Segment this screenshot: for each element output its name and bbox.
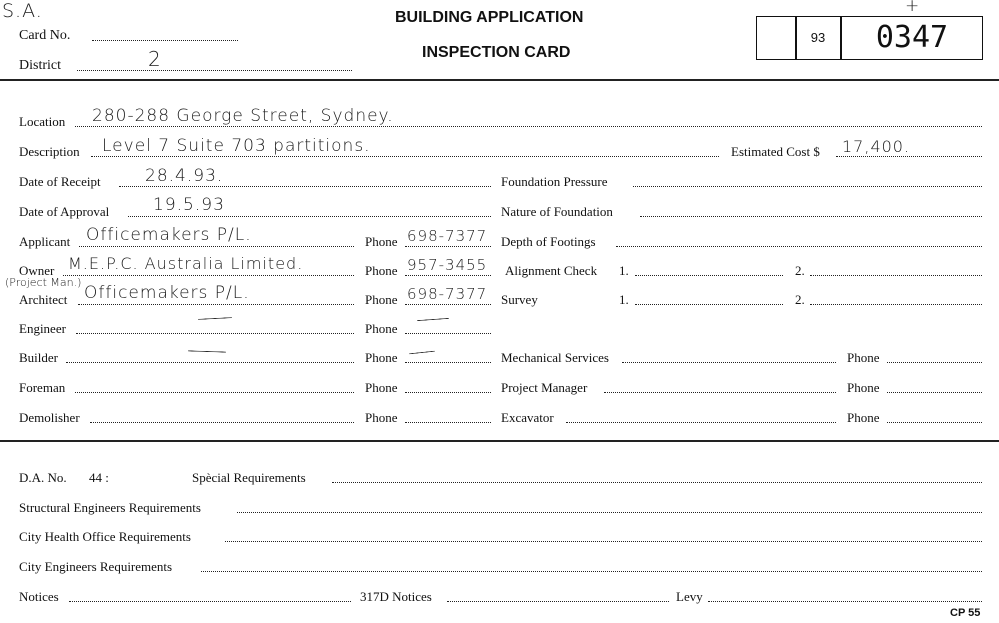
- date-of-approval-value: 19.5.93: [153, 195, 225, 215]
- excavator-phone-label: Phone: [847, 410, 880, 425]
- da-no-label: D.A. No.: [19, 470, 67, 485]
- levy-label: Levy: [676, 589, 703, 604]
- applicant-label: Applicant: [19, 234, 71, 249]
- notices-317d-line[interactable]: [447, 601, 669, 602]
- card-number: 0347: [875, 20, 949, 55]
- owner-line[interactable]: [63, 275, 354, 276]
- foreman-label: Foreman: [19, 380, 66, 395]
- builder-phone-line[interactable]: [405, 362, 491, 363]
- foundation-pressure-line[interactable]: [633, 186, 982, 187]
- engineer-phone-blank-mark: [417, 318, 449, 321]
- demolisher-line[interactable]: [90, 422, 354, 423]
- initials-handwritten: S.A.: [2, 0, 43, 22]
- applicant-phone: 698-7377: [407, 227, 488, 245]
- estimated-cost-value: 17,400.: [842, 137, 911, 156]
- depth-of-footings-label: Depth of Footings: [501, 234, 596, 249]
- date-of-receipt-value: 28.4.93.: [145, 166, 224, 186]
- survey-n1: 1.: [619, 292, 629, 307]
- architect-phone-line[interactable]: [405, 304, 491, 305]
- depth-of-footings-line[interactable]: [616, 246, 982, 247]
- survey-label: Survey: [501, 292, 538, 307]
- header-rule: [0, 79, 999, 81]
- mechanical-services-label: Mechanical Services: [501, 350, 609, 365]
- section-rule: [0, 440, 999, 442]
- nature-of-foundation-label: Nature of Foundation: [501, 204, 613, 219]
- demolisher-phone-line[interactable]: [405, 422, 491, 423]
- foreman-phone-label: Phone: [365, 380, 398, 395]
- date-of-approval-line[interactable]: [128, 216, 491, 217]
- engineer-phone-label: Phone: [365, 321, 398, 336]
- owner-phone: 957-3455: [407, 256, 488, 274]
- alignment-check-n1: 1.: [619, 263, 629, 278]
- engineer-phone-line[interactable]: [405, 333, 491, 334]
- project-manager-phone-label: Phone: [847, 380, 880, 395]
- excavator-phone-line[interactable]: [887, 422, 982, 423]
- description-line[interactable]: [91, 156, 719, 157]
- card-no-label: Card No.: [19, 28, 71, 43]
- excavator-label: Excavator: [501, 410, 554, 425]
- alignment-check-label: Alignment Check: [505, 263, 598, 278]
- alignment-check-n2: 2.: [795, 263, 805, 278]
- owner-note: (Project Man.): [5, 276, 82, 289]
- applicant-phone-line[interactable]: [405, 246, 491, 247]
- da-no-value: 44 :: [89, 470, 109, 485]
- location-label: Location: [19, 114, 66, 129]
- demolisher-phone-label: Phone: [365, 410, 398, 425]
- project-manager-label: Project Manager: [501, 380, 588, 395]
- nature-of-foundation-line[interactable]: [640, 216, 982, 217]
- owner-label: Owner: [19, 263, 55, 278]
- mechanical-services-phone-label: Phone: [847, 350, 880, 365]
- location-value: 280-288 George Street, Sydney.: [92, 106, 394, 126]
- structural-requirements-line[interactable]: [237, 512, 982, 513]
- owner-phone-line[interactable]: [405, 275, 491, 276]
- engineer-label: Engineer: [19, 321, 66, 336]
- alignment-check-line2[interactable]: [810, 275, 982, 276]
- alignment-check-line1[interactable]: [635, 275, 783, 276]
- health-requirements-line[interactable]: [225, 541, 982, 542]
- foreman-phone-line[interactable]: [405, 392, 491, 393]
- city-engineers-requirements-line[interactable]: [201, 571, 982, 572]
- survey-line2[interactable]: [810, 304, 982, 305]
- card-no-line[interactable]: [92, 40, 238, 41]
- levy-line[interactable]: [708, 601, 982, 602]
- date-of-receipt-label: Date of Receipt: [19, 174, 101, 189]
- engineer-blank-mark: [198, 317, 232, 320]
- notices-317d-label: 317D Notices: [360, 589, 432, 604]
- description-value: Level 7 Suite 703 partitions.: [102, 136, 371, 156]
- architect-phone: 698-7377: [407, 285, 488, 303]
- structural-requirements-label: Structural Engineers Requirements: [19, 500, 201, 515]
- notices-line[interactable]: [69, 601, 351, 602]
- card-number-prefix: 93: [810, 30, 826, 45]
- district-line[interactable]: [77, 70, 352, 71]
- foreman-line[interactable]: [75, 392, 354, 393]
- builder-label: Builder: [19, 350, 58, 365]
- date-of-approval-label: Date of Approval: [19, 204, 110, 219]
- city-engineers-requirements-label: City Engineers Requirements: [19, 559, 173, 574]
- district-label: District: [19, 58, 61, 73]
- engineer-line[interactable]: [76, 333, 354, 334]
- date-of-receipt-line[interactable]: [119, 186, 491, 187]
- applicant-phone-label: Phone: [365, 234, 398, 249]
- architect-phone-label: Phone: [365, 292, 398, 307]
- special-requirements-line[interactable]: [332, 482, 982, 483]
- estimated-cost-label: Estimated Cost $: [731, 144, 820, 159]
- project-manager-phone-line[interactable]: [887, 392, 982, 393]
- form-code: CP 55: [950, 607, 981, 619]
- demolisher-label: Demolisher: [19, 410, 80, 425]
- card-title-line2: INSPECTION CARD: [422, 44, 571, 61]
- excavator-line[interactable]: [566, 422, 836, 423]
- special-requirements-label: Spècial Requirements: [192, 470, 306, 485]
- location-line[interactable]: [75, 126, 982, 127]
- mechanical-services-phone-line[interactable]: [887, 362, 982, 363]
- card-number-mark: +: [905, 0, 921, 16]
- mechanical-services-line[interactable]: [622, 362, 836, 363]
- survey-n2: 2.: [795, 292, 805, 307]
- project-manager-line[interactable]: [604, 392, 836, 393]
- builder-line[interactable]: [66, 362, 354, 363]
- builder-phone-blank-mark: [409, 351, 435, 355]
- builder-phone-label: Phone: [365, 350, 398, 365]
- survey-line1[interactable]: [635, 304, 783, 305]
- architect-value: Officemakers P/L.: [84, 283, 250, 303]
- builder-blank-mark: [188, 350, 226, 352]
- architect-line[interactable]: [78, 304, 354, 305]
- owner-value: M.E.P.C. Australia Limited.: [68, 254, 304, 273]
- foundation-pressure-label: Foundation Pressure: [501, 174, 608, 189]
- card-title-line1: BUILDING APPLICATION: [395, 9, 584, 26]
- district-value: 2: [148, 47, 162, 71]
- owner-phone-label: Phone: [365, 263, 398, 278]
- description-label: Description: [19, 144, 80, 159]
- architect-label: Architect: [19, 292, 68, 307]
- applicant-value: Officemakers P/L.: [86, 225, 252, 245]
- notices-label: Notices: [19, 589, 59, 604]
- health-requirements-label: City Health Office Requirements: [19, 529, 191, 544]
- applicant-line[interactable]: [79, 246, 354, 247]
